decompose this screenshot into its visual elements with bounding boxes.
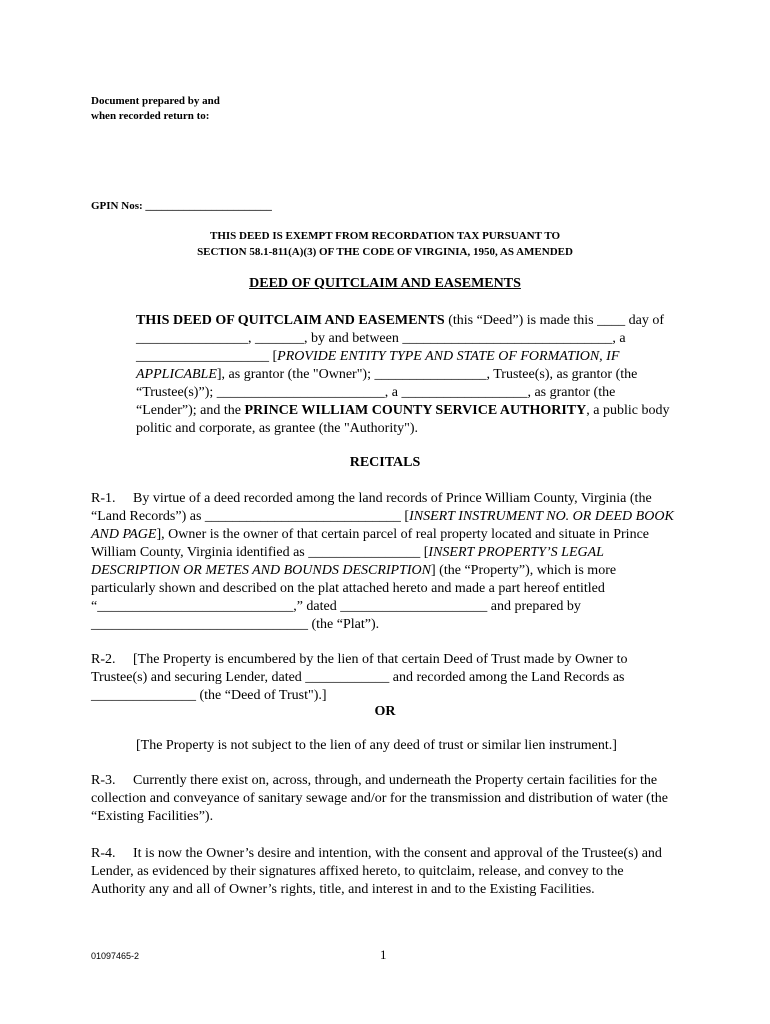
intro-authority-name: PRINCE WILLIAM COUNTY SERVICE AUTHORITY	[244, 403, 587, 418]
recital-r3	[91, 772, 679, 826]
deed-title: DEED OF QUITCLAIM AND EASEMENTS	[249, 276, 521, 291]
r1-text-1: By virtue of a deed recorded among the land records of Prince William County, Virginia (the “Land Records”) as ____________________________ [	[91, 491, 652, 524]
recital-r1	[91, 490, 679, 634]
intro-text-3: ], as grantor (the "Owner"); ________________, Trustee(s), as grantor (the “Trustee(s)”); ________________________, a __________________, as grantor (the “Lender”); and the	[136, 367, 638, 418]
r3-text: Currently there exist on, across, through, and underneath the Property certain facilities for the collection and conveyance of sanitary sewage and/or for the transmission and distribution of water (the “Existing Facilities”).	[91, 773, 668, 824]
intro-text-5: , a public body politic and corporate, as grantee (the "Authority").	[136, 403, 670, 436]
intro-text-1: (this “Deed”) is made this ____ day of ________________, _______, by and between ______________________________, a ___________________ [	[136, 313, 664, 364]
exempt-line2: SECTION 58.1-811(A)(3) OF THE CODE OF VIRGINIA, 1950, AS AMENDED	[197, 246, 573, 258]
r3-lead: R-3.	[91, 773, 116, 788]
r1-lead: R-1.	[91, 491, 116, 506]
r1-text-5: ] (the “Property”), which is more particularly shown and described on the plat attached hereto and made a part hereof entitled “____________________________,” dated _____________________ and prepared by _______________________________ (the “Plat”).	[91, 563, 617, 632]
r2-alt-text: [The Property is not subject to the lien of any deed of trust or similar lien instrument.]	[136, 738, 617, 753]
intro-text-2: PROVIDE ENTITY TYPE AND STATE OF FORMATION, IF APPLICABLE	[136, 349, 620, 382]
recital-r4	[91, 845, 679, 899]
tax-exempt-notice	[91, 228, 679, 260]
exempt-line1: THIS DEED IS EXEMPT FROM RECORDATION TAX PURSUANT TO	[209, 230, 561, 242]
recitals-heading: RECITALS	[349, 455, 421, 470]
page-number: 1	[380, 947, 387, 962]
prepared-by-block	[91, 94, 220, 123]
recital-r2	[91, 651, 679, 705]
document-code: 01097465-2	[91, 951, 140, 961]
r4-lead: R-4.	[91, 846, 116, 861]
r2-text: [The Property is encumbered by the lien of that certain Deed of Trust made by Owner to Trustee(s) and securing Lender, dated ____________ and recorded among the Land Records as _______________ (the “Deed of Trust").]	[91, 652, 628, 703]
recital-r2-alternative	[91, 737, 679, 755]
r4-text: It is now the Owner’s desire and intention, with the consent and approval of the Trustee(s) and Lender, as evidenced by their signatures affixed hereto, to quitclaim, release, and convey to the Authority any and all of Owner’s rights, title, and interest in and to the Existing Facilities.	[91, 846, 662, 897]
prepared-by-line2: when recorded return to:	[91, 109, 210, 122]
intro-paragraph	[91, 312, 679, 438]
prepared-by-line1: Document prepared by and	[91, 95, 220, 107]
r1-text-4: INSERT PROPERTY’S LEGAL DESCRIPTION OR METES AND BOUNDS DESCRIPTION	[91, 545, 604, 578]
or-separator: OR	[374, 704, 396, 719]
r2-lead: R-2.	[91, 652, 116, 667]
r1-text-2: INSERT INSTRUMENT NO. OR DEED BOOK AND PAGE	[91, 509, 674, 542]
gpin-line: GPIN Nos: _______________________	[91, 200, 272, 212]
r1-text-3: ], Owner is the owner of that certain parcel of real property located and situate in Prince William County, Virginia identified as ________________ [	[91, 527, 649, 560]
intro-lead: THIS DEED OF QUITCLAIM AND EASEMENTS	[136, 313, 445, 328]
